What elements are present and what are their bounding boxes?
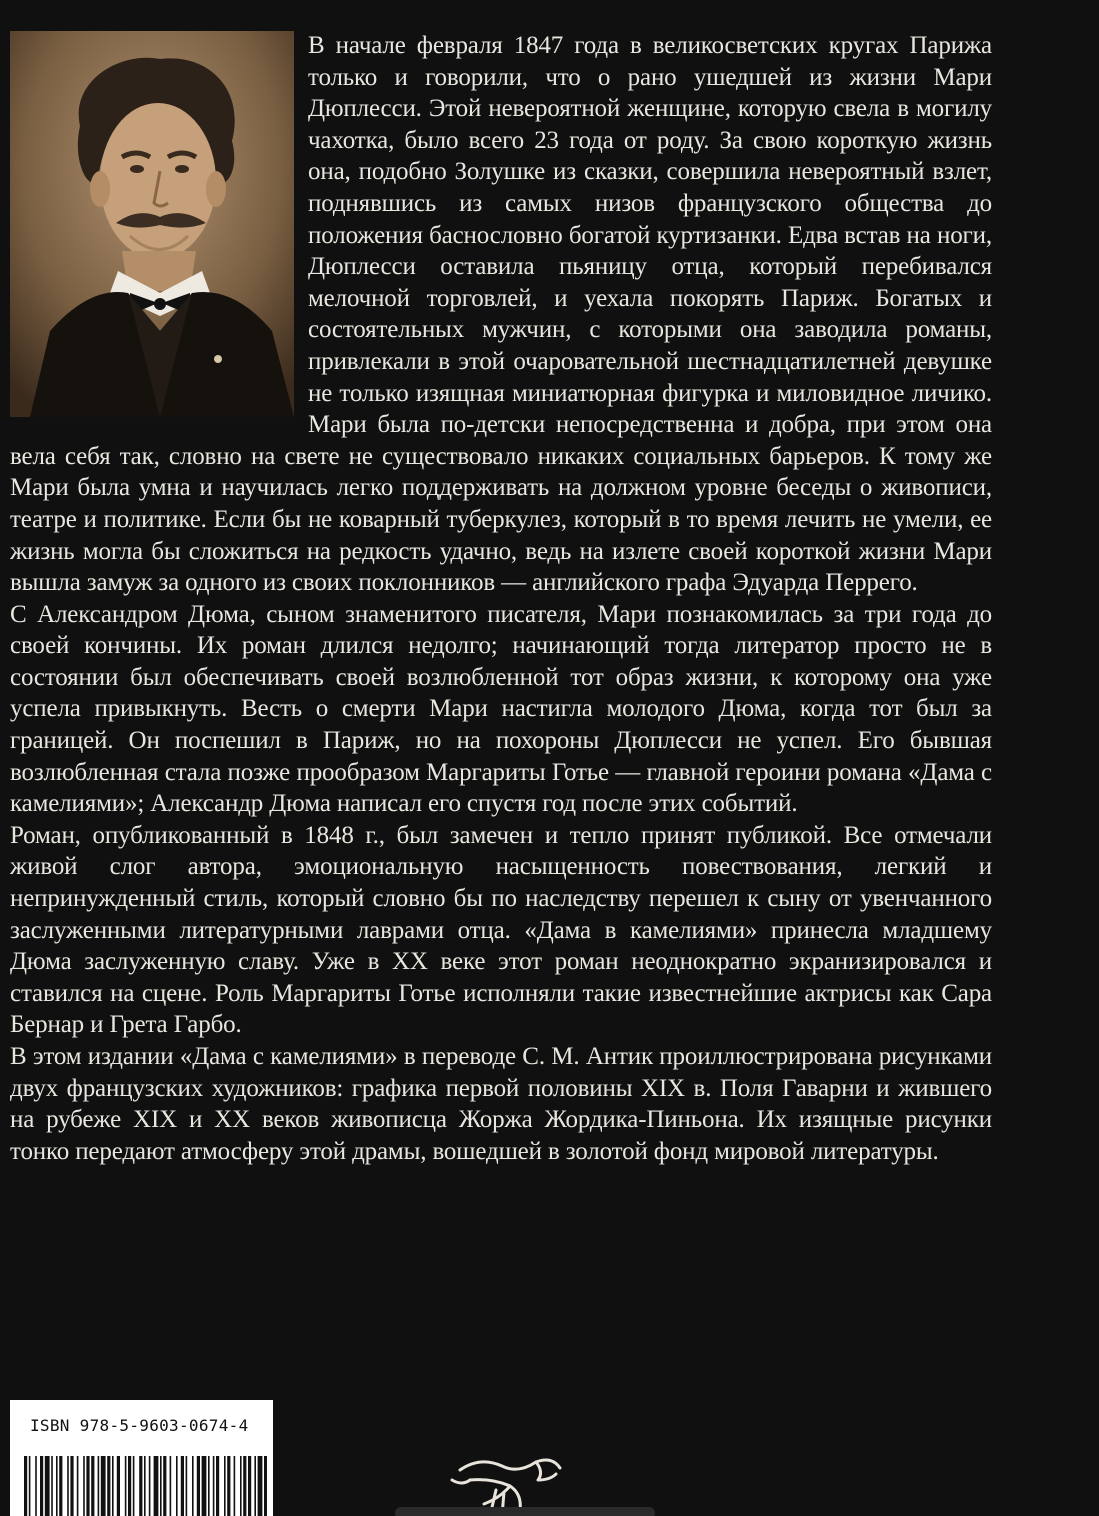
- barcode-bar: [128, 1456, 131, 1516]
- paragraph-4: В этом издании «Дама с камелиями» в переводе С. М. Антик проиллюстрирована рисунками двух французских художников: графика первой половины XIX в. Поля Гаварни и жившего на рубеже XIX и XX веков живописца Жоржа Жордика-Пиньона. Их изящные рисунки тонко передают атмосферу этой драмы, вошедшей в золотой фонд мировой литературы.: [10, 1043, 992, 1165]
- barcode-bar: [202, 1456, 207, 1516]
- barcode-bar: [56, 1456, 58, 1516]
- barcode-bar: [181, 1456, 184, 1516]
- barcode-bar: [112, 1456, 114, 1516]
- barcode-bar: [107, 1456, 110, 1516]
- barcode-bar: [45, 1456, 50, 1516]
- barcode-bar: [24, 1456, 27, 1516]
- barcode-bar: [160, 1456, 162, 1516]
- barcode-bar: [139, 1456, 142, 1516]
- barcode-bar: [192, 1456, 194, 1516]
- barcode-bar: [77, 1456, 79, 1516]
- barcode-bar: [59, 1456, 62, 1516]
- barcode-bar: [91, 1456, 94, 1516]
- barcode-bar: [144, 1456, 146, 1516]
- barcode-bar: [197, 1456, 200, 1516]
- barcode-bar: [67, 1456, 69, 1516]
- barcode-bar: [224, 1456, 226, 1516]
- paragraph-2: С Александром Дюма, сыном знаменитого писателя, Мари познакомилась за три года до своей кончины. Их роман длился недолго; начинающий тогда литератор просто не в состоянии был обеспечивать своей возлюбленной тот образ жизни, к которому она уже успела привыкнуть. Весть о смерти Мари настигла молодого Дюма, когда тот был за границей. Он поспешил в Париж, но на похороны Дюплесси не успел. Его бывшая возлюбленная стала позже прообразом Маргариты Готье — главной героини романа «Дама с камелиями»; Александр Дюма написал его спустя год после этих событий.: [10, 600, 992, 818]
- barcode-bar: [240, 1456, 242, 1516]
- paragraph-3: Роман, опубликованный в 1848 г., был замечен и тепло принят публикой. Все отмечали живой слог автора, эмоциональную насыщенность повествования, легкий и непринужденный стиль, который словно бы по наследству перешел к сыну от увенчанного заслуженными литературными лаврами отца. «Дама в камелиями» принесла младшему Дюма заслуженную славу. Уже в XX веке этот роман неоднократно экранизировался и ставился на сцене. Роль Маргариты Готье исполняли такие известнейшие актрисы как Сара Бернар и Грета Гарбо.: [10, 821, 992, 1039]
- barcode-bar: [227, 1456, 230, 1516]
- barcode-bar: [176, 1456, 178, 1516]
- barcode-bar: [125, 1456, 127, 1516]
- barcode-bar: [213, 1456, 215, 1516]
- isbn-barcode-box: [10, 1400, 273, 1516]
- barcode-bar: [216, 1456, 219, 1516]
- barcode-bar: [254, 1456, 256, 1516]
- barcode-bar: [35, 1456, 37, 1516]
- barcode-bar: [208, 1456, 210, 1516]
- barcode-bar: [154, 1456, 159, 1516]
- barcode-bar: [83, 1456, 85, 1516]
- barcode: [22, 1456, 267, 1516]
- barcode-bar: [258, 1456, 263, 1516]
- scroll-indicator: [395, 1507, 655, 1516]
- description-text: [10, 30, 992, 1167]
- barcode-bar: [40, 1456, 43, 1516]
- barcode-bar: [98, 1456, 100, 1516]
- barcode-bar: [133, 1456, 135, 1516]
- barcode-bar: [149, 1456, 151, 1516]
- barcode-bar: [51, 1456, 53, 1516]
- barcode-bar: [101, 1456, 106, 1516]
- barcode-bar: [186, 1456, 188, 1516]
- barcode-bar: [29, 1456, 31, 1516]
- barcode-bar: [264, 1456, 267, 1516]
- portrait-space: [10, 30, 308, 436]
- barcode-bar: [86, 1456, 89, 1516]
- barcode-bar: [163, 1456, 166, 1516]
- barcode-bar: [170, 1456, 172, 1516]
- barcode-bar: [70, 1456, 73, 1516]
- barcode-bar: [243, 1456, 246, 1516]
- isbn-label: ISBN 978-5-9603-0674-4: [30, 1416, 249, 1435]
- paragraph-1: В начале февраля 1847 года в великосветских кругах Парижа только и говорили, что о рано ушедшей из жизни Мари Дюплесси. Этой невероятной женщине, которую свела в могилу чахотка, было всего 23 года от роду. За свою короткую жизнь она, подобно Золушке из сказки, совершила невероятный взлет, поднявшись из самых низов французского общества до положения баснословно богатой куртизанки. Едва встав на ноги, Дюплесси оставила пьяницу отца, который перебивался мелочной торговлей, и уехала покорять Париж. Богатых и состоятельных мужчин, с которыми она заводила романы, привлекали в этой очаровательной шестнадцатилетней девушке не только изящная миниатюрная фигурка и миловидное личико. Мари была по-детски непосредственна и добра, при этом она вела себя так, словно на свете не существовало никаких социальных барьеров. К тому же Мари была умна и научилась легко поддерживать на должном уровне беседы о живописи, театре и политике. Если бы не коварный туберкулез, который в то время лечить не умели, ее жизнь могла бы сложиться на редкость удачно, ведь на излете своей короткой жизни Мари вышла замуж за одного из своих поклонников — английского графа Эдуарда Перрего.: [10, 32, 992, 597]
- barcode-bar: [248, 1456, 251, 1516]
- barcode-bar: [234, 1456, 236, 1516]
- barcode-bar: [117, 1456, 120, 1516]
